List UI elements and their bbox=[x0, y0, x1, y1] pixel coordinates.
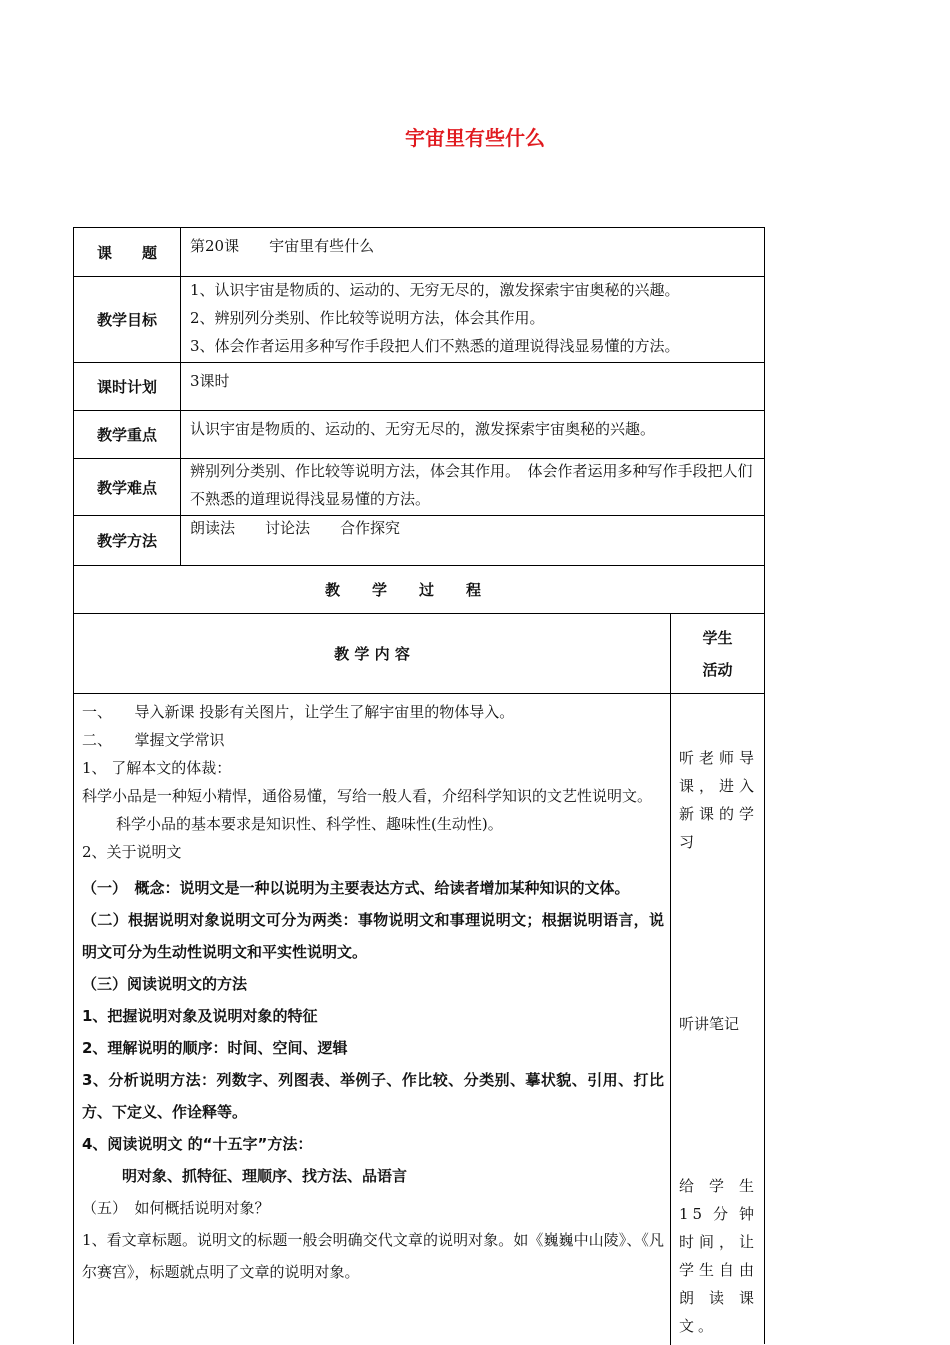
activity-heading: 学生 bbox=[702, 628, 733, 647]
row-goals bbox=[74, 277, 764, 363]
method-value: 朗读法 讨论法 合作探究 bbox=[190, 519, 401, 537]
lesson-plan-table bbox=[73, 227, 765, 1344]
content-line: 1、把握说明对象及说明对象的特征 bbox=[82, 1007, 318, 1025]
content-line: 1、 了解本文的体裁： bbox=[82, 759, 232, 777]
row-hours bbox=[74, 363, 764, 411]
activity-heading: 活动 bbox=[702, 660, 733, 679]
goal-item: 3、体会作者运用多种写作手段把人们不熟悉的道理说得浅显易懂的方法。 bbox=[190, 337, 680, 355]
difficulty-label: 教学难点 bbox=[74, 459, 181, 515]
hours-value: 3课时 bbox=[190, 372, 230, 390]
topic-label: 课 题 bbox=[74, 228, 181, 276]
content-line: 科学小品是一种短小精悍，通俗易懂，写给一般人看，介绍科学知识的文艺性说明文。 bbox=[82, 787, 653, 805]
document-title: 宇宙里有些什么 bbox=[405, 126, 545, 150]
content-line: 明对象、抓特征、理顺序、找方法、品语言 bbox=[122, 1167, 408, 1185]
topic-value: 第20课 宇宙里有些什么 bbox=[190, 237, 375, 255]
content-line: 一、 导入新课 投影有关图片，让学生了解宇宙里的物体导入。 bbox=[82, 703, 515, 721]
content-column bbox=[74, 694, 670, 1345]
row-topic bbox=[74, 228, 764, 277]
key-point-label: 教学重点 bbox=[74, 411, 181, 458]
content-line: 4、阅读说明文 的“十五字”方法： bbox=[82, 1135, 313, 1153]
activity-note: 听讲笔记 bbox=[679, 1015, 740, 1033]
content-heading: 教 学 内 容 bbox=[334, 645, 410, 663]
content-line: 2、关于说明文 bbox=[82, 843, 182, 861]
difficulty-value: 辨别列分类别、作比较等说明方法，体会其作用。 体会作者运用多种写作手段把人们不熟悉的道理说得浅显易懂的方法。 bbox=[190, 462, 753, 508]
content-line: 二、 掌握文学常识 bbox=[82, 731, 225, 749]
activity-note: 听老师导课，进入新课的学习 bbox=[679, 749, 758, 851]
content-line: 3、分析说明方法：列数字、列图表、举例子、作比较、分类别、摹状貌、引用、打比方、下定义、作诠释等。 bbox=[82, 1071, 664, 1121]
row-process-heading bbox=[74, 566, 764, 614]
content-line: （一） 概念：说明文是一种以说明为主要表达方式、给读者增加某种知识的文体。 bbox=[82, 879, 630, 897]
process-heading: 教学过程 bbox=[324, 581, 513, 599]
key-point-value: 认识宇宙是物质的、运动的、无穷无尽的，激发探索宇宙奥秘的兴趣。 bbox=[190, 420, 656, 438]
content-line: （三）阅读说明文的方法 bbox=[82, 975, 248, 993]
row-difficulty bbox=[74, 459, 764, 516]
goal-item: 1、认识宇宙是物质的、运动的、无穷无尽的，激发探索宇宙奥秘的兴趣。 bbox=[190, 281, 680, 299]
content-line: （二）根据说明对象说明文可分为两类：事物说明文和事理说明文；根据说明语言，说明文可分为生动性说明文和平实性说明文。 bbox=[82, 911, 664, 961]
goal-item: 2、辨别列分类别、作比较等说明方法，体会其作用。 bbox=[190, 309, 545, 327]
activity-column bbox=[670, 694, 764, 1345]
content-line: 2、理解说明的顺序：时间、空间、逻辑 bbox=[82, 1039, 348, 1057]
row-column-headings bbox=[74, 614, 764, 694]
row-method bbox=[74, 516, 764, 566]
content-line: 1、看文章标题。说明文的标题一般会明确交代文章的说明对象。如《巍巍中山陵》、《凡尔赛宫》，标题就点明了文章的说明对象。 bbox=[82, 1231, 664, 1281]
content-line: 科学小品的基本要求是知识性、科学性、趣味性(生动性)。 bbox=[116, 815, 503, 833]
content-line: （五） 如何概括说明对象？ bbox=[82, 1199, 270, 1217]
hours-label: 课时计划 bbox=[74, 363, 181, 410]
method-label: 教学方法 bbox=[74, 516, 181, 565]
activity-note: 给学生15分钟时间，让学生自由朗读课文。 bbox=[679, 1177, 758, 1335]
row-key-point bbox=[74, 411, 764, 459]
goals-label: 教学目标 bbox=[74, 277, 181, 362]
